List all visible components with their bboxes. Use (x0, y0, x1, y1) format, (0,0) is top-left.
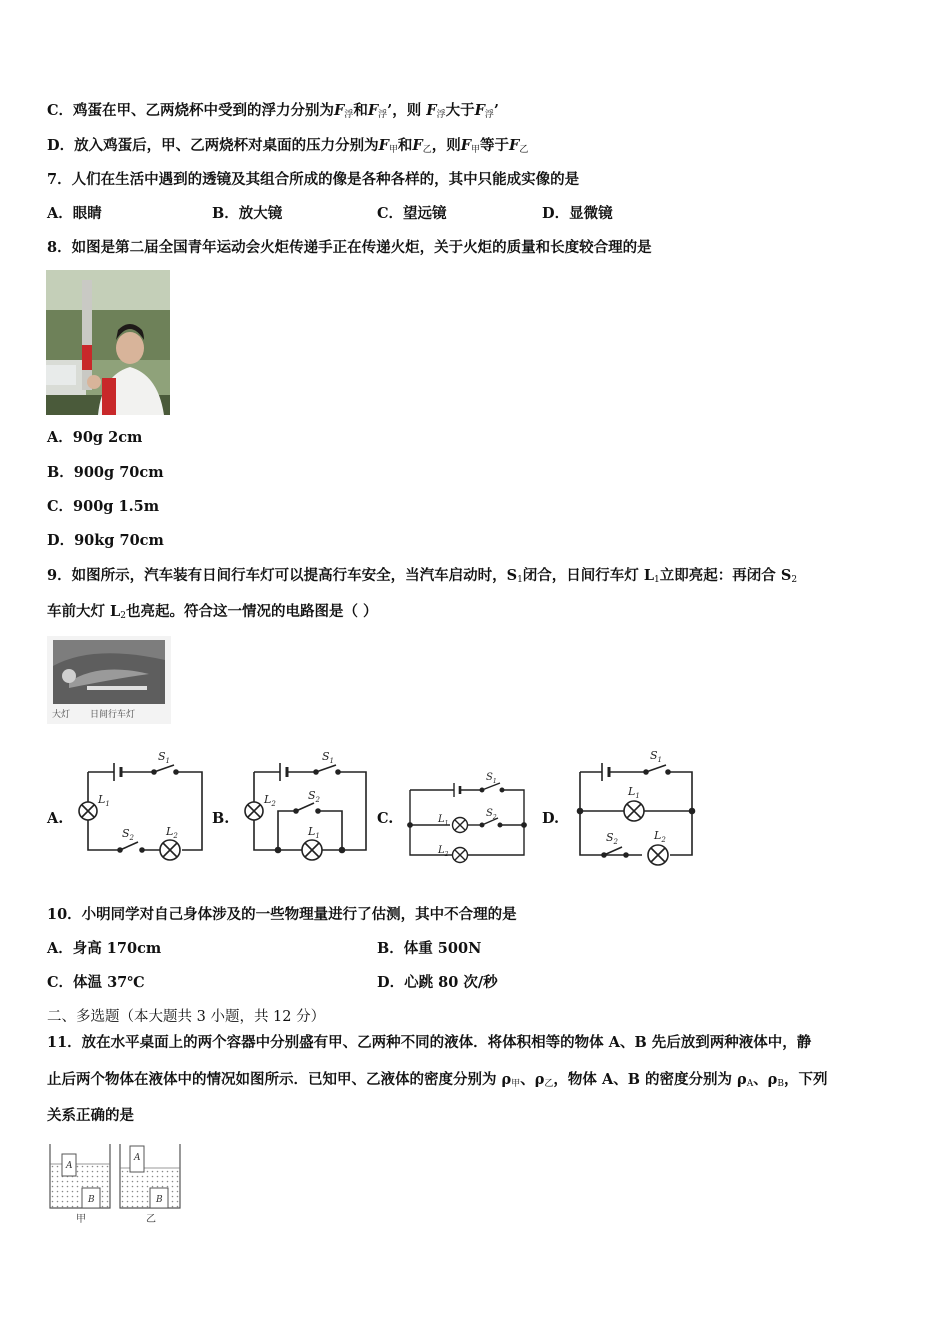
q8-option-d: D．90kg 70cm (47, 532, 164, 549)
q7-option-b: B．放大镜 (212, 205, 283, 222)
q7-option-a: A．眼睛 (47, 205, 102, 222)
svg-text:S2: $S_2$ (122, 827, 135, 842)
q10-option-d: D．心跳 80 次/秒 (377, 974, 498, 991)
svg-text:S2: $S_2$ (486, 808, 497, 821)
svg-text:S1: $S_1$ (650, 749, 663, 764)
circuit-a (70, 745, 206, 870)
question-11-line1: 11．放在水平桌面上的两个容器中分别盛有甲、乙两种不同的液体．将体积相等的物体 A、B 先后放到两种液体中，静 (47, 1034, 812, 1051)
circuit-label-c: C. (377, 810, 394, 827)
circuit-label-d: D. (542, 810, 560, 827)
q6-option-d: D．放入鸡蛋后，甲、乙两烧杯对桌面的压力分别为$F_甲$和$F_乙$，则$F_甲$等于$F_乙$ (47, 137, 529, 155)
q6-option-c: C．鸡蛋在甲、乙两烧杯中受到的浮力分别为$F_浮$和$F_浮$’，则 $F_浮$大于$F_浮$’ (47, 102, 499, 120)
question-11-line3: 关系正确的是 (47, 1107, 134, 1124)
question-10: 10．小明同学对自己身体涉及的一些物理量进行了估测，其中不合理的是 (47, 906, 517, 923)
q7-option-d: D．显微镜 (542, 205, 613, 222)
figure-label-a1: A (66, 1161, 73, 1171)
circuit-d (566, 745, 702, 870)
svg-text:L1: $L_1$ (98, 793, 110, 808)
caption-yi: 乙 (146, 1214, 156, 1225)
caption-daytime-light: 日间行车灯 (90, 710, 136, 720)
circuit-c (402, 770, 532, 865)
q8-option-a: A．90g 2cm (47, 429, 143, 446)
svg-text:L1: $L_1$ (308, 825, 320, 840)
figure-label-b2: B (156, 1195, 163, 1205)
svg-text:S1: $S_1$ (322, 750, 335, 765)
torch-bearer-photo (46, 270, 170, 415)
q10-option-b: B．体重 500N (377, 940, 482, 957)
q7-option-c: C．望远镜 (377, 205, 447, 222)
svg-text:L2: $L_2$ (264, 793, 276, 808)
liquid-containers-figure (46, 1140, 184, 1226)
svg-text:S2: $S_2$ (308, 789, 321, 804)
question-9-line2: 车前大灯 $L_2$也亮起。符合这一情况的电路图是（ ） (47, 603, 378, 621)
svg-text:L2: $L_2$ (654, 829, 666, 844)
svg-text:L1: $L_1$ (438, 814, 449, 827)
q8-option-b: B．900g 70cm (47, 464, 164, 481)
question-7: 7．人们在生活中遇到的透镜及其组合所成的像是各种各样的，其中只能成实像的是 (47, 171, 580, 188)
q10-option-a: A．身高 170cm (47, 940, 162, 957)
svg-text:S1: $S_1$ (158, 750, 171, 765)
svg-text:L1: $L_1$ (628, 785, 640, 800)
svg-text:L2: $L_2$ (438, 845, 449, 858)
svg-text:S1: $S_1$ (486, 772, 497, 785)
q8-option-c: C．900g 1.5m (47, 498, 160, 515)
q10-option-c: C．体温 37℃ (47, 974, 145, 991)
question-8: 8．如图是第二届全国青年运动会火炬传递手正在传递火炬，关于火炬的质量和长度较合理的是 (47, 239, 652, 256)
figure-label-b1: B (88, 1195, 95, 1205)
question-11-line2: 止后两个物体在液体中的情况如图所示．已知甲、乙液体的密度分别为 $\rho_甲$、$\rho_乙$，物体 A、B 的密度分别为 $\rho_A$、$\rho_B$，下列 (47, 1071, 828, 1089)
svg-text:L2: $L_2$ (166, 825, 178, 840)
circuit-label-a: A. (47, 810, 64, 827)
caption-headlight: 大灯 (52, 710, 71, 720)
figure-label-a2: A (134, 1153, 141, 1163)
section-2-heading: 二、多选题（本大题共 3 小题，共 12 分） (47, 1009, 326, 1025)
circuit-label-b: B. (212, 810, 230, 827)
caption-jia: 甲 (76, 1214, 86, 1225)
svg-text:S2: $S_2$ (606, 831, 619, 846)
question-9-line1: 9．如图所示，汽车装有日间行车灯可以提高行车安全，当汽车启动时，$S_1$闭合，日间行车灯 $L_1$立即亮起：再闭合 $S_2$ (47, 567, 798, 585)
circuit-b (236, 745, 372, 870)
